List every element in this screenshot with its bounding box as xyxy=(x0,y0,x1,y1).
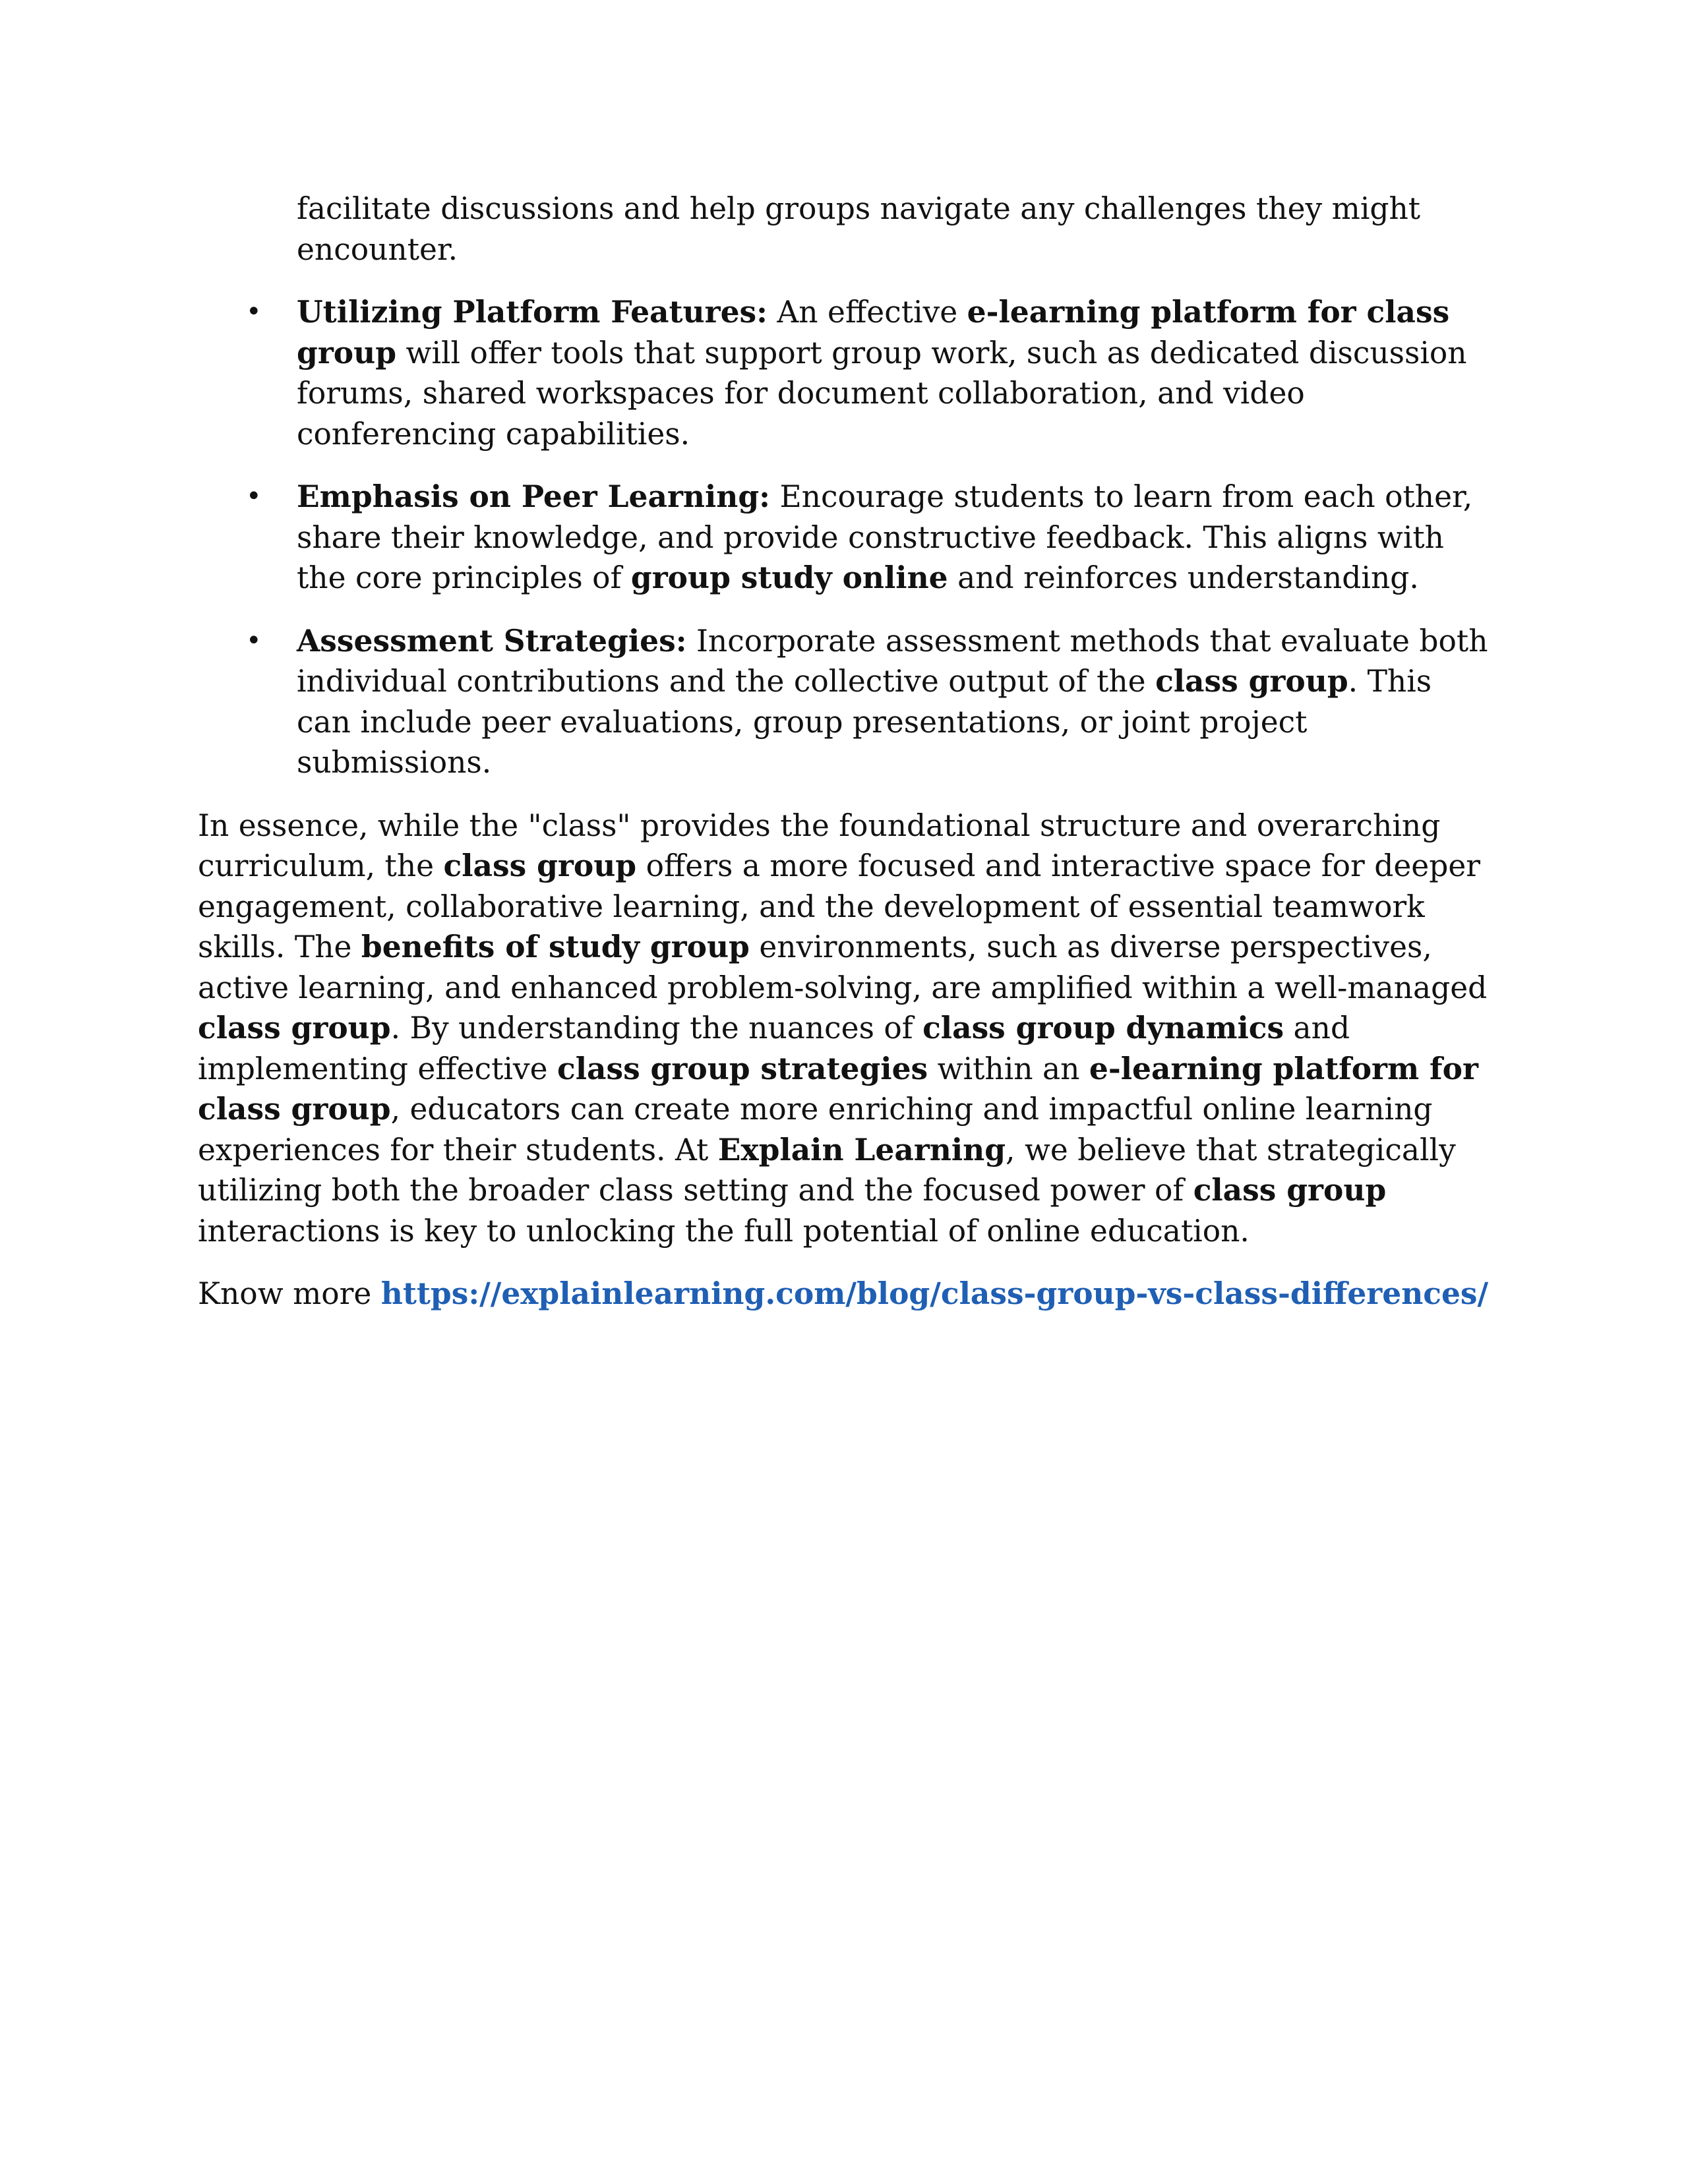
know-more-line xyxy=(198,1274,1490,1314)
summary-text: . By understanding the nuances of xyxy=(390,1011,923,1046)
bullet-text: will offer tools that support group work, such as dedicated discussion forums, shared workspaces for document collaboration, and video conferencing capabilities. xyxy=(297,335,1467,452)
summary-text: offers a more focused and interactive space for deeper engagement, collaborative learning, and the development of essential teamwork skills. The xyxy=(198,848,1481,964)
bullet-icon: • xyxy=(246,481,262,512)
summary-bold-term: class group xyxy=(198,1010,391,1046)
summary-text: within an xyxy=(928,1051,1089,1086)
blog-link[interactable]: https://explainlearning.com/blog/class-group-vs-class-differences/ xyxy=(380,1276,1489,1311)
bullet-bold-term: e-learning platform for class group xyxy=(297,294,1450,370)
summary-text: In essence, while the "class" provides the foundational structure and overarching curriculum, the xyxy=(198,808,1441,883)
summary-paragraph xyxy=(198,806,1490,1252)
bullet-bold-term: group study online xyxy=(630,560,948,595)
bullet-text: Encourage students to learn from each other, share their knowledge, and provide constructive feedback. This aligns with the core principles of xyxy=(297,479,1473,595)
bullet-text: and reinforces understanding. xyxy=(948,560,1419,595)
summary-bold-term: e-learning platform for class group xyxy=(198,1050,1478,1127)
summary-bold-term: class group strategies xyxy=(557,1050,928,1086)
bullet-text: Incorporate assessment methods that evaluate both individual contributions and the collective output of the xyxy=(297,623,1488,699)
document-page xyxy=(198,189,1490,1314)
summary-text: , educators can create more enriching and impactful online learning experiences for their students. At xyxy=(198,1092,1433,1167)
summary-bold-term: class group xyxy=(1193,1172,1387,1208)
strategy-list xyxy=(198,292,1490,783)
bullet-heading: Assessment Strategies: xyxy=(297,622,687,659)
summary-text: interactions is key to unlocking the full potential of online education. xyxy=(198,1213,1250,1249)
bullet-text: . This can include peer evaluations, group presentations, or joint project submissions. xyxy=(297,664,1432,780)
bullet-heading: Emphasis on Peer Learning: xyxy=(297,479,770,514)
bullet-heading: Utilizing Platform Features: xyxy=(297,294,768,330)
summary-bold-term: benefits of study group xyxy=(361,929,750,964)
bullet-icon: • xyxy=(246,625,262,656)
list-item xyxy=(198,477,1490,599)
summary-bold-term: Explain Learning xyxy=(717,1131,1006,1167)
summary-bold-term: class group xyxy=(443,848,637,883)
know-more-label: Know more xyxy=(198,1276,381,1311)
bullet-icon: • xyxy=(246,297,262,327)
summary-text: environments, such as diverse perspectives, active learning, and enhanced problem-solving, are amplified within a well-managed xyxy=(198,930,1488,1005)
summary-bold-term: class group dynamics xyxy=(922,1010,1284,1046)
list-item xyxy=(198,292,1490,454)
summary-text: and implementing effective xyxy=(198,1011,1350,1086)
bullet-text: An effective xyxy=(767,295,967,330)
list-item xyxy=(198,621,1490,783)
bullet-bold-term: class group xyxy=(1155,663,1348,699)
intro-continuation: facilitate discussions and help groups navigate any challenges they might encounter. xyxy=(297,191,1421,267)
summary-text: , we believe that strategically utilizing both the broader class setting and the focused power of xyxy=(198,1132,1456,1208)
